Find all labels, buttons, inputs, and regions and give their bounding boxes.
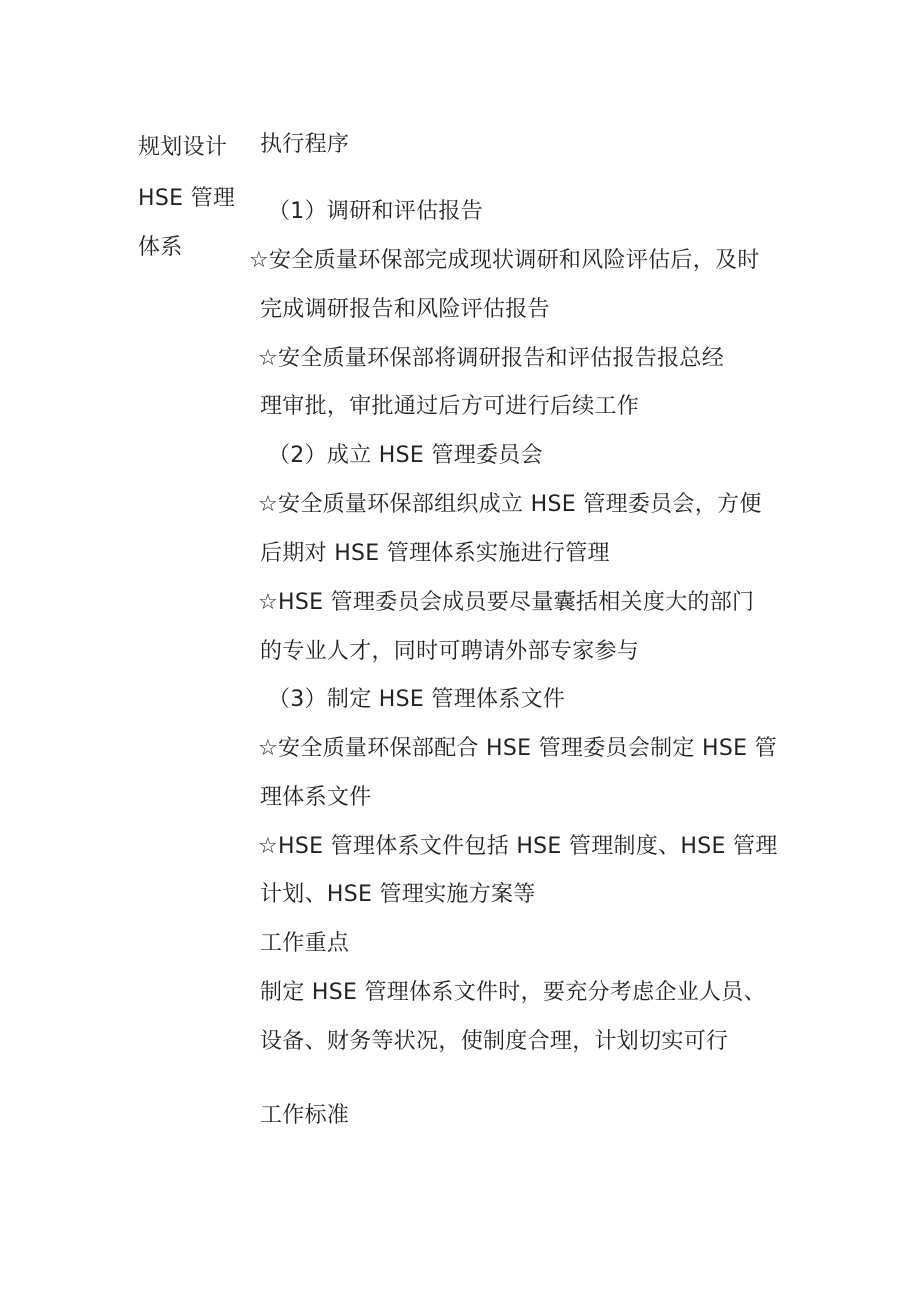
sidebar-subtitle-line1: HSE 管理 [138,186,236,211]
step-1-bullet-1-line1: ☆安全质量环保部完成现状调研和风险评估后，及时 [249,248,760,273]
sidebar-title: 规划设计 [138,135,228,160]
step-2-bullet-1-line1: ☆安全质量环保部组织成立 HSE 管理委员会，方便 [258,492,762,517]
step-1-bullet-2-line1: ☆安全质量环保部将调研报告和评估报告报总经 [258,346,725,371]
step-2-title: （2）成立 HSE 管理委员会 [268,443,543,468]
step-3-bullet-2-line2: 计划、HSE 管理实施方案等 [260,882,536,907]
page-heading: 执行程序 [260,132,350,157]
step-1-bullet-2-line2: 理审批，审批通过后方可进行后续工作 [260,394,640,419]
step-2-bullet-2-line2: 的专业人才，同时可聘请外部专家参与 [260,639,640,664]
step-3-bullet-2-line1: ☆HSE 管理体系文件包括 HSE 管理制度、HSE 管理 [258,834,778,859]
step-2-bullet-1-line2: 后期对 HSE 管理体系实施进行管理 [260,541,610,566]
step-1-bullet-1-line2: 完成调研报告和风险评估报告 [260,297,550,322]
step-3-title: （3）制定 HSE 管理体系文件 [268,687,566,712]
sidebar-subtitle-line2: 体系 [138,235,183,260]
step-3-bullet-1-line2: 理体系文件 [260,785,372,810]
step-1-title: （1）调研和评估报告 [268,199,483,224]
step-3-bullet-1-line1: ☆安全质量环保部配合 HSE 管理委员会制定 HSE 管 [258,736,777,761]
step-2-bullet-2-line1: ☆HSE 管理委员会成员要尽量囊括相关度大的部门 [258,590,755,615]
focus-line-2: 设备、财务等状况，使制度合理，计划切实可行 [260,1029,729,1054]
focus-heading: 工作重点 [260,931,350,956]
standard-heading: 工作标准 [260,1103,350,1128]
focus-line-1: 制定 HSE 管理体系文件时，要充分考虑企业人员、 [260,980,766,1005]
